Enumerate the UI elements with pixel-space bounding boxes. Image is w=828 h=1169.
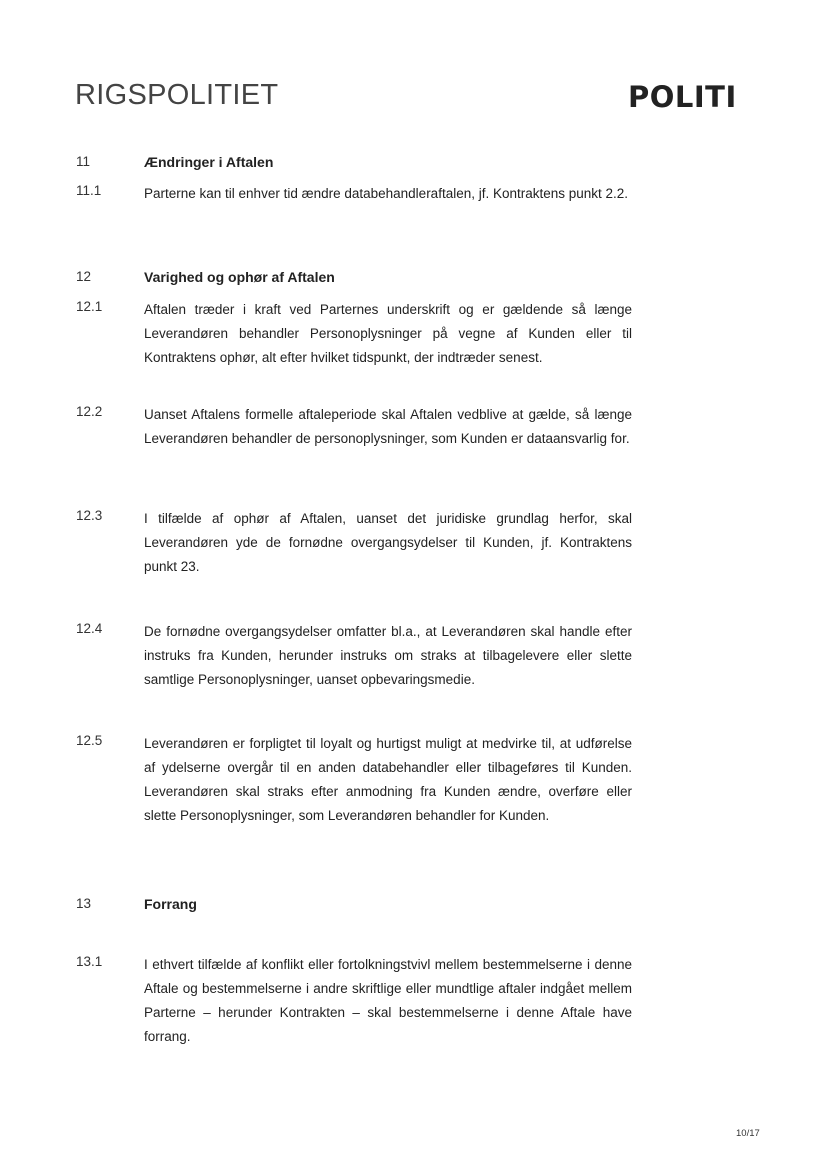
clause-number: 13.1 bbox=[76, 954, 103, 969]
section-heading: Ændringer i Aftalen bbox=[144, 154, 274, 170]
clause-number: 11.1 bbox=[76, 183, 102, 198]
section-heading: Forrang bbox=[144, 896, 197, 912]
section-number: 13 bbox=[76, 896, 92, 911]
page-number: 10/17 bbox=[736, 1128, 760, 1139]
clause-text: I tilfælde af ophør af Aftalen, uanset det juridiske grundlag herfor, skal Leverandøren yde de fornødne overgangsydelser til Kunden, jf. Kontraktens punkt 23. bbox=[144, 511, 632, 574]
organization-title: RIGSPOLITIET bbox=[75, 79, 279, 111]
politi-logo: POLITI bbox=[628, 80, 737, 114]
clause-number: 12.2 bbox=[76, 404, 103, 419]
clause-text: Leverandøren er forpligtet til loyalt og hurtigst muligt at medvirke til, at udførelse af ydelserne overgår til en anden databehandler eller tilbageføres til Kunden. Leverandøren skal straks efter anmodning fra Kunden ændre, overføre eller slette Personoplysninger, som Leverandøren behandler for Kunden. bbox=[144, 736, 632, 823]
clause-number: 12.5 bbox=[76, 733, 103, 748]
section-number: 12 bbox=[76, 269, 92, 284]
clause-text: Aftalen træder i kraft ved Parternes underskrift og er gældende så længe Leverandøren behandler Personoplysninger på vegne af Kunden eller til Kontraktens ophør, alt efter hvilket tidspunkt, der indtræder senest. bbox=[144, 302, 632, 365]
section-heading: Varighed og ophør af Aftalen bbox=[144, 269, 335, 285]
clause-text: Parterne kan til enhver tid ændre databehandleraftalen, jf. Kontraktens punkt 2.2. bbox=[144, 186, 629, 201]
clause-number: 12.3 bbox=[76, 508, 103, 523]
clause-text: I ethvert tilfælde af konflikt eller fortolkningstvivl mellem bestemmelserne i denne Aftale og bestemmelserne i andre skriftlige eller mundtlige aftaler indgået mellem Parterne – herunder Kontrakten – skal bestemmelserne i denne Aftale have forrang. bbox=[144, 957, 632, 1044]
clause-text: Uanset Aftalens formelle aftaleperiode skal Aftalen vedblive at gælde, så længe Leverandøren behandler de personoplysninger, som Kunden er dataansvarlig for. bbox=[144, 407, 632, 446]
section-number: 11 bbox=[76, 154, 91, 169]
clause-number: 12.1 bbox=[76, 299, 103, 314]
clause-number: 12.4 bbox=[76, 621, 103, 636]
clause-text: De fornødne overgangsydelser omfatter bl.a., at Leverandøren skal handle efter instruks fra Kunden, herunder instruks om straks at tilbagelevere eller slette samtlige Personoplysninger, uanset opbevaringsmedie. bbox=[144, 624, 632, 687]
